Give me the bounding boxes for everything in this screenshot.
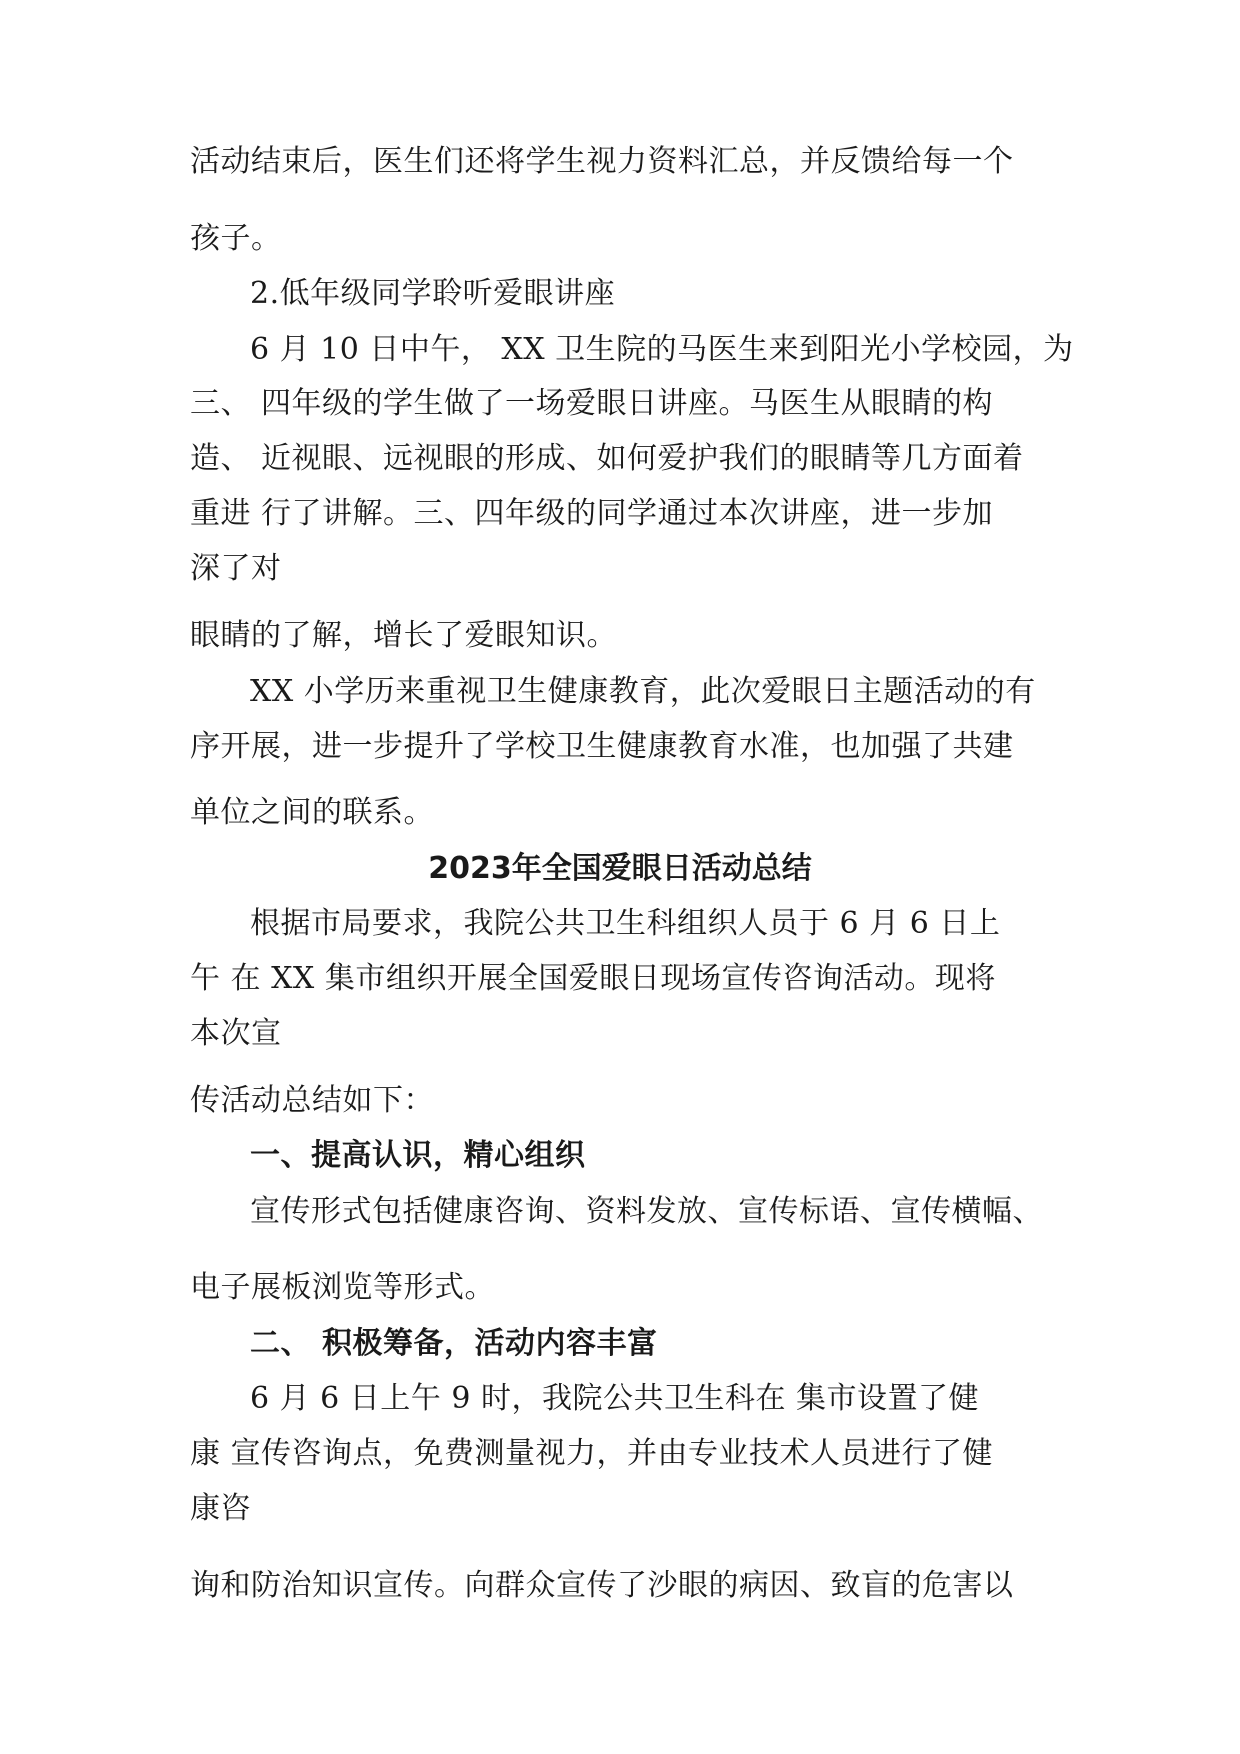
section-title: 2023年全国爱眼日活动总结 <box>428 851 812 886</box>
body-line: 本次宣 <box>190 1016 282 1051</box>
body-line: 6 月 10 日中午， XX 卫生院的马医生来到阳光小学校园，为 <box>250 332 1074 367</box>
list-item-heading: 2.低年级同学聆听爱眼讲座 <box>250 276 616 311</box>
body-line: 6 月 6 日上午 9 时，我院公共卫生科在 集市设置了健 <box>250 1381 979 1416</box>
body-line: XX 小学历来重视卫生健康教育，此次爱眼日主题活动的有 <box>250 674 1036 709</box>
body-line: 造、 近视眼、远视眼的形成、如何爱护我们的眼睛等几方面着 <box>190 441 1024 476</box>
body-line: 宣传形式包括健康咨询、资料发放、宣传标语、宣传横幅、 <box>250 1194 1043 1229</box>
body-line: 询和防治知识宣传。向群众宣传了沙眼的病因、致盲的危害以 <box>190 1568 1014 1603</box>
body-line: 传活动总结如下： <box>190 1083 434 1118</box>
body-line: 孩子。 <box>190 221 282 256</box>
body-line: 眼睛的了解，增长了爱眼知识。 <box>190 618 617 653</box>
body-line: 三、 四年级的学生做了一场爱眼日讲座。马医生从眼睛的构 <box>190 386 994 421</box>
body-line: 重进 行了讲解。三、四年级的同学通过本次讲座，进一步加 <box>190 496 994 531</box>
body-line: 活动结束后，医生们还将学生视力资料汇总，并反馈给每一个 <box>190 144 1014 179</box>
body-line: 康咨 <box>190 1491 251 1526</box>
body-line: 康 宣传咨询点，免费测量视力，并由专业技术人员进行了健 <box>190 1436 994 1471</box>
body-line: 深了对 <box>190 551 282 586</box>
body-line: 序开展，进一步提升了学校卫生健康教育水准，也加强了共建 <box>190 729 1014 764</box>
body-line: 单位之间的联系。 <box>190 795 434 830</box>
subsection-heading: 二、 积极筹备，活动内容丰富 <box>250 1326 658 1361</box>
body-line: 电子展板浏览等形式。 <box>190 1270 495 1305</box>
body-line: 午 在 XX 集市组织开展全国爱眼日现场宣传咨询活动。现将 <box>190 961 996 996</box>
subsection-heading: 一、提高认识，精心组织 <box>250 1138 586 1173</box>
body-line: 根据市局要求，我院公共卫生科组织人员于 6 月 6 日上 <box>250 906 1001 941</box>
